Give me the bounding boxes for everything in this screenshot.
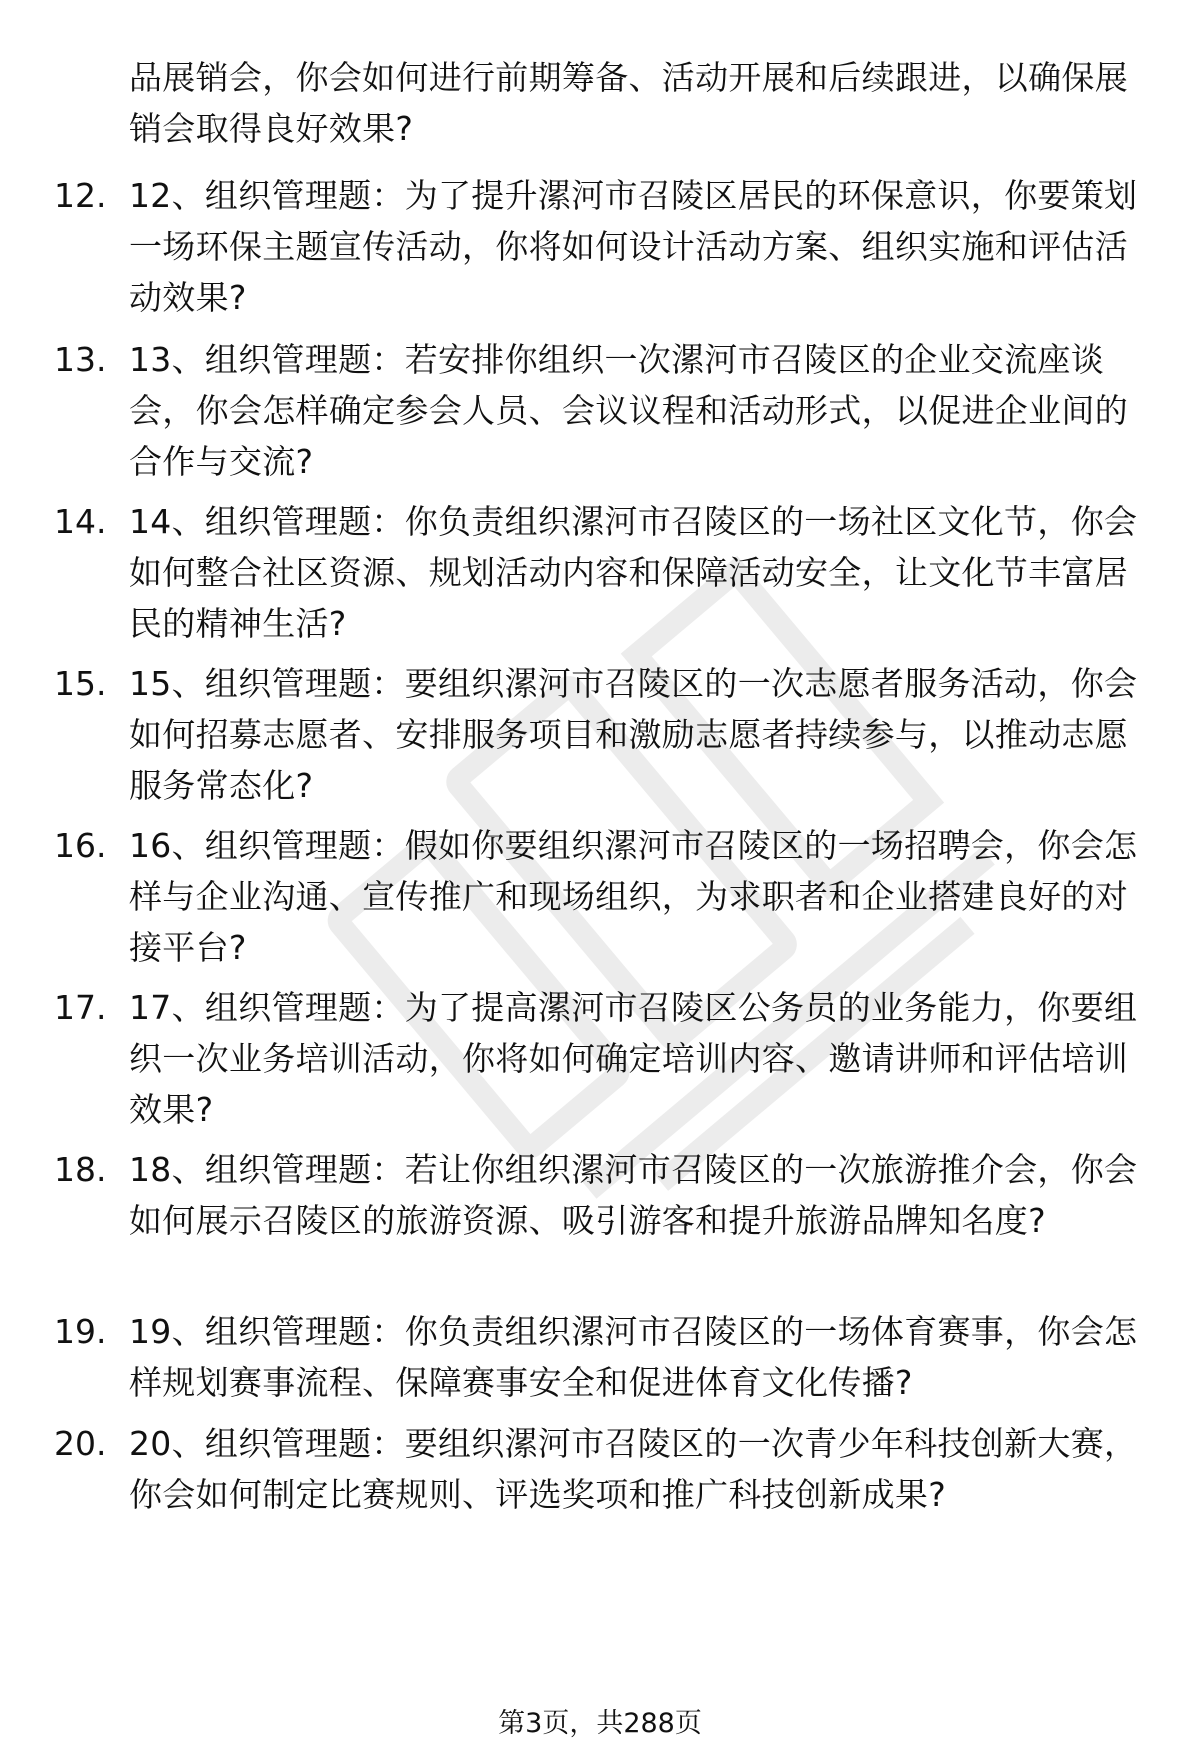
- question-number: 17.: [54, 988, 107, 1027]
- question-number: 20.: [54, 1424, 107, 1463]
- question-number: 16.: [54, 826, 107, 865]
- question-text: 12、组织管理题：为了提升漯河市召陵区居民的环保意识，你要策划一场环保主题宣传活动，你将如何设计活动方案、组织实施和评估活动效果?: [129, 176, 1138, 317]
- continuation-text: 品展销会，你会如何进行前期筹备、活动开展和后续跟进，以确保展销会取得良好效果?: [129, 58, 1128, 148]
- question-number: 18.: [54, 1150, 107, 1189]
- question-text: 18、组织管理题：若让你组织漯河市召陵区的一次旅游推介会，你会如何展示召陵区的旅游资源、吸引游客和提升旅游品牌知名度?: [129, 1150, 1138, 1240]
- question-number: 15.: [54, 664, 107, 703]
- question-number: 14.: [54, 502, 107, 541]
- question-number: 13.: [54, 340, 107, 379]
- question-text: 20、组织管理题：要组织漯河市召陵区的一次青少年科技创新大赛，你会如何制定比赛规则、评选奖项和推广科技创新成果?: [129, 1424, 1138, 1514]
- question-text: 14、组织管理题：你负责组织漯河市召陵区的一场社区文化节，你会如何整合社区资源、规划活动内容和保障活动安全，让文化节丰富居民的精神生活?: [129, 502, 1138, 643]
- question-text: 17、组织管理题：为了提高漯河市召陵区公务员的业务能力，你要组织一次业务培训活动，你将如何确定培训内容、邀请讲师和评估培训效果?: [129, 988, 1138, 1129]
- question-number: 12.: [54, 176, 107, 215]
- question-text: 19、组织管理题：你负责组织漯河市召陵区的一场体育赛事，你会怎样规划赛事流程、保障赛事安全和促进体育文化传播?: [129, 1312, 1138, 1402]
- question-text: 13、组织管理题：若安排你组织一次漯河市召陵区的企业交流座谈会，你会怎样确定参会人员、会议议程和活动形式，以促进企业间的合作与交流?: [129, 340, 1128, 481]
- question-number: 19.: [54, 1312, 107, 1351]
- question-text: 16、组织管理题：假如你要组织漯河市召陵区的一场招聘会，你会怎样与企业沟通、宣传推广和现场组织，为求职者和企业搭建良好的对接平台?: [129, 826, 1138, 967]
- page-number: 第3页，共288页: [498, 1708, 702, 1739]
- question-text: 15、组织管理题：要组织漯河市召陵区的一次志愿者服务活动，你会如何招募志愿者、安排服务项目和激励志愿者持续参与，以推动志愿服务常态化?: [129, 664, 1138, 805]
